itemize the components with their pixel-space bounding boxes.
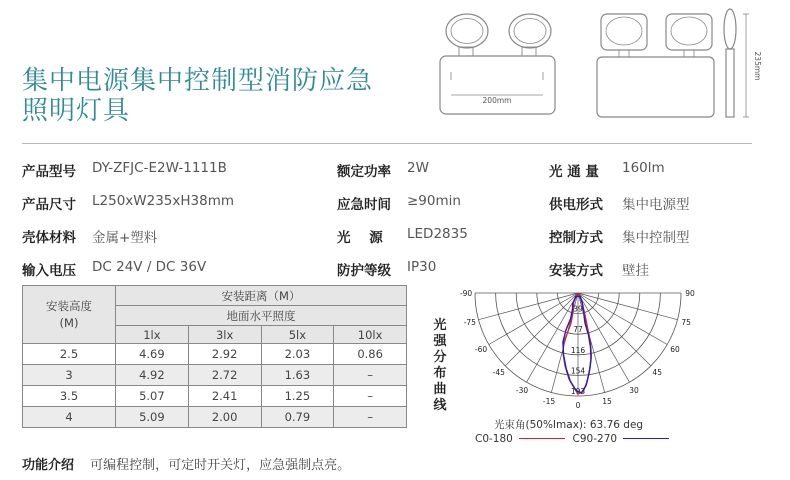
legend-c0-line	[519, 438, 565, 439]
lux-header: 3lx	[188, 326, 261, 344]
spec-supply	[549, 193, 690, 213]
polar-spoke	[578, 293, 677, 320]
lux-header: 1lx	[116, 326, 189, 344]
polar-spoke	[505, 293, 578, 366]
table-cell: –	[334, 365, 407, 386]
title-line-1: 集中电源集中控制型消防应急	[22, 66, 374, 96]
lamp-head-right-front	[509, 14, 551, 48]
angle-label: -90	[459, 289, 473, 298]
polar-spoke	[479, 293, 578, 320]
table-row	[23, 344, 407, 365]
table-cell: 2.41	[188, 386, 261, 407]
table-cell: 4.92	[116, 365, 189, 386]
spec-mount	[549, 259, 649, 279]
angle-label: 0	[575, 401, 581, 410]
spec-label: 光 通 量	[549, 164, 599, 180]
spec-value: ≥90min	[407, 193, 461, 209]
table-row	[23, 407, 407, 428]
spec-control	[549, 226, 690, 246]
table-row	[23, 365, 407, 386]
spec-value: 壁挂	[622, 263, 649, 279]
distance-header: 安装距离（M）	[116, 286, 407, 306]
spec-label: 产品型号	[22, 164, 76, 180]
table-cell: 0.86	[334, 344, 407, 365]
function-label: 功能介绍	[22, 458, 75, 473]
spec-label: 光 源	[337, 230, 383, 246]
spec-shell	[22, 226, 158, 246]
housing-side	[597, 57, 714, 117]
product-drawings	[0, 0, 790, 140]
table-cell: 2.92	[188, 344, 261, 365]
table-cell: 5.09	[116, 407, 189, 428]
height-header	[23, 286, 116, 344]
spec-size	[22, 193, 235, 213]
polar-vertical-label: 光强分布曲线	[433, 318, 447, 413]
spec-label: 输入电压	[22, 263, 76, 279]
angle-label: 90	[685, 289, 695, 298]
radial-label: 116	[570, 345, 586, 355]
legend-c90-label: C90-270	[572, 433, 618, 445]
table-cell: 2.03	[261, 344, 334, 365]
illum-header: 地面水平照度	[116, 306, 407, 326]
radial-label: 154	[570, 366, 586, 376]
spec-value: 160lm	[622, 160, 665, 176]
spec-label: 防护等级	[337, 263, 391, 279]
angle-label: 45	[652, 368, 662, 378]
angle-label: 75	[681, 317, 691, 327]
angle-label: -30	[515, 385, 529, 395]
spec-light-source	[337, 226, 468, 246]
height-header-text: 安装高度(M)	[46, 298, 92, 330]
spec-emergency-time	[337, 193, 461, 213]
spec-power	[337, 160, 429, 180]
polar-spoke	[578, 293, 667, 345]
table-cell: 1.63	[261, 365, 334, 386]
lux-header: 5lx	[261, 326, 334, 344]
table-cell: 2.00	[188, 407, 261, 428]
angle-label: -15	[542, 397, 556, 407]
table-cell: 1.25	[261, 386, 334, 407]
title-line-2: 照明灯具	[22, 96, 131, 126]
spec-model	[22, 160, 227, 180]
angle-label: 30	[629, 385, 639, 395]
spec-value: L250xW235xH38mm	[92, 193, 235, 209]
spec-value: DY-ZFJC-E2W-1111B	[92, 160, 227, 176]
lux-header: 10lx	[334, 326, 407, 344]
legend-c90-line	[623, 438, 669, 439]
spec-value: 金属+塑料	[92, 230, 158, 246]
illuminance-table	[22, 285, 407, 428]
spec-label: 额定功率	[337, 164, 391, 180]
function-text: 可编程控制，可定时开关灯，应急强制点亮。	[90, 458, 351, 473]
radial-label: 77	[573, 325, 583, 335]
table-cell: 2.72	[188, 365, 261, 386]
polar-spoke	[578, 293, 630, 382]
table-cell: 4	[23, 407, 116, 428]
spec-value: DC 24V / DC 36V	[92, 259, 207, 275]
table-cell: –	[334, 386, 407, 407]
spec-voltage	[22, 259, 207, 279]
table-cell: 2.5	[23, 344, 116, 365]
polar-spoke	[578, 293, 651, 366]
spec-value: 集中控制型	[622, 230, 690, 246]
spec-ip	[337, 259, 437, 279]
table-cell: 3	[23, 365, 116, 386]
spec-label: 壳体材料	[22, 230, 76, 246]
height-dimension: 235mm	[753, 51, 762, 81]
table-cell: 5.07	[116, 386, 189, 407]
table-cell: 0.79	[261, 407, 334, 428]
polar-diagram	[455, 283, 715, 418]
spec-label: 控制方式	[549, 230, 603, 246]
angle-label: -75	[463, 317, 476, 327]
table-cell: 3.5	[23, 386, 116, 407]
table-cell: 4.69	[116, 344, 189, 365]
function-intro	[22, 454, 350, 473]
angle-label: -45	[492, 368, 505, 378]
table-row	[23, 386, 407, 407]
radial-label: 193	[570, 387, 586, 396]
spec-value: LED2835	[407, 226, 468, 242]
radial-label: 39	[573, 304, 583, 314]
spec-value: IP30	[407, 259, 437, 275]
spec-value: 集中电源型	[622, 197, 690, 213]
spec-label: 安装方式	[549, 263, 603, 279]
spec-label: 应急时间	[337, 197, 391, 213]
spec-value: 2W	[407, 160, 429, 176]
beam-angle: 光束角(50%Imax): 63.76 deg	[494, 419, 644, 431]
angle-label: 15	[602, 397, 612, 407]
width-dimension: 200mm	[482, 96, 512, 105]
table-cell: –	[334, 407, 407, 428]
legend-c0-label: C0-180	[475, 433, 513, 445]
divider	[22, 143, 752, 144]
polar-legend	[475, 433, 673, 445]
angle-label: -60	[474, 345, 488, 354]
spec-label: 供电形式	[549, 197, 603, 213]
lamp-head-left-front	[446, 14, 488, 48]
angle-label: 60	[670, 345, 680, 354]
housing-front	[440, 56, 555, 114]
spec-flux	[549, 160, 665, 180]
spec-label: 产品尺寸	[22, 197, 76, 213]
